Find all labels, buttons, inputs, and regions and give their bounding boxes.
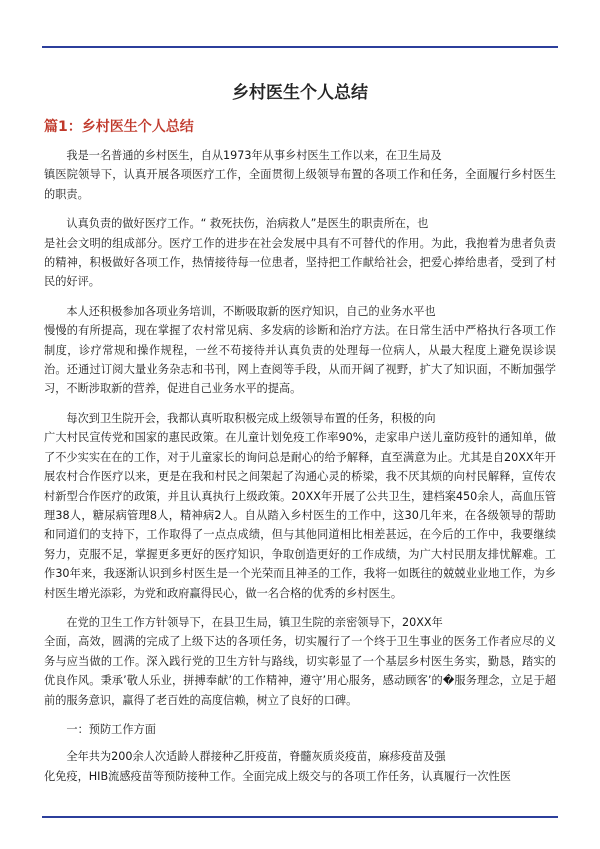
paragraph: 全年共为200余人次适龄人群接种乙肝疫苗，脊髓灰质炎疫苗，麻疹疫苗及强 化免疫，HIB流感疫苗等预防接种工作。全面完成上级交与的各项工作任务，认真履行一次性医 xyxy=(44,750,511,783)
paragraph: 认真负责的做好医疗工作。“ 救死扶伤，治病救人”是医生的职责所在，也 是社会文明的组成部分。医疗工作的进步在社会发展中具有不可替代的作用。为此，我抱着为患者负责的精神，积极做好各项工作，热情接待每一位患者，坚持把工作献给社会，把爱心捧给患者，受到了村民的好评。 xyxy=(44,217,556,289)
section-heading: 篇1：乡村医生个人总结 xyxy=(44,119,194,135)
subheading-prevention: 一：预防工作方面 xyxy=(66,722,156,736)
bottom-divider xyxy=(42,816,558,818)
paragraph: 我是一名普通的乡村医生，自从1973年从事乡村医生工作以来，在卫生局及 镇医院领导下，认真开展各项医疗工作，全面贯彻上级领导布置的各项工作和任务，全面履行乡村医生的职责。 xyxy=(44,149,556,201)
paragraph: 在党的卫生工作方针领导下，在县卫生局，镇卫生院的亲密领导下，20XX年 全面，高效，圆满的完成了上级下达的各项任务，切实履行了一个终于卫生事业的医务工作者应尽的义务与应当做的工作。深入践行党的卫生方针与路线，切实彰显了一个基层乡村医生务实，勤恳，踏实的优良作风。秉承’敬人乐业，拼搏奉献’的工作精神，遵守’用心服务，感动顾客’的�服务理念，立足于超前的服务意识，赢得了老百姓的高度信赖，树立了良好的口碑。 xyxy=(44,615,556,707)
paragraph: 每次到卫生院开会，我都认真听取积极完成上级领导布置的任务，积极的向 广大村民宣传党和国家的惠民政策。在儿童计划免疫工作率90%，走家串户送儿童防疫针的通知单，做了不少实实在在的工作，对于儿童家长的询问总是耐心的给予解释，直至满意为止。尤其是自20XX年开展农村合作医疗以来，更是在我和村民之间架起了沟通心灵的桥梁，我不厌其烦的向村民解释，宣传农村新型合作医疗的政策，并且认真执行上级政策。20XX年开展了公共卫生，建档案450余人，高血压管理38人，糖尿病管理8人，精神病2人。自从踏入乡村医生的工作中，这30几年来，在各级领导的帮助和同道们的支持下，工作取得了一点点成绩，但与其他同道相比相差甚远，在今后的工作中，我要继续努力，克服不足，掌握更多更好的医疗知识，争取创造更好的工作成绩，为广大村民朋友排忧解难。工作30年来，我逐渐认识到乡村医生是一个光荣而且神圣的工作，我将一如既往的兢兢业业地工作，为乡村医生增光添彩，为党和政府赢得民心，做一名合格的优秀的乡村医生。 xyxy=(44,411,556,600)
document-body xyxy=(44,146,556,796)
page-title: 乡村医生个人总结 xyxy=(232,83,368,103)
paragraph: 本人还积极参加各项业务培训，不断吸取新的医疗知识，自己的业务水平也 慢慢的有所提高，现在掌握了农村常见病、多发病的诊断和治疗方法。在日常生活中严格执行各项工作制度，诊疗常规和操作规程，一丝不苟接待并认真负责的处理每一位病人，从最大程度上避免误诊误治。还通过订阅大量业务杂志和书刊，网上查阅等手段，从而开阔了视野，扩大了知识面，不断加强学习，不断涉取新的营养，促进自己业务水平的提高。 xyxy=(44,304,556,396)
top-divider xyxy=(42,46,558,48)
